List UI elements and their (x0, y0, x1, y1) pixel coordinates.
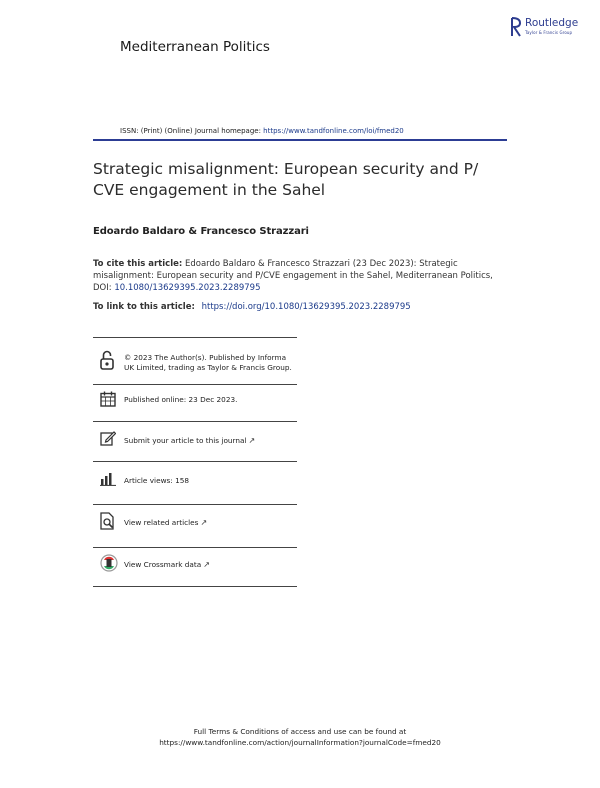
crossmark-icon (100, 554, 118, 572)
citation-label: To cite this article: (93, 259, 183, 269)
footer (0, 726, 600, 748)
published-row (93, 388, 297, 418)
journal-title: Mediterranean Politics (120, 39, 270, 55)
info-divider (93, 337, 297, 338)
info-divider (93, 421, 297, 422)
info-divider (93, 547, 297, 548)
calendar-icon (100, 391, 116, 407)
info-divider (93, 586, 297, 587)
citation-text: Edoardo Baldaro & Francesco Strazzari (23 Dec 2023): Strategic misalignment: European security and P/CVE engagement in the Sahel, Mediterranean Politics, DOI: (93, 259, 493, 293)
submit-article-link[interactable]: Submit your article to this journal (124, 436, 247, 445)
publisher-tagline: Taylor & Francis Group (525, 30, 573, 35)
copyright-text: © 2023 The Author(s). Published by Informa UK Limited, trading as Taylor & Francis Group. (124, 353, 292, 372)
routledge-logo (511, 16, 591, 40)
related-articles-link[interactable]: View related articles (124, 518, 199, 527)
external-link-icon: ↗ (200, 518, 208, 527)
external-link-icon: ↗ (248, 436, 256, 445)
citation-doi-link[interactable]: 10.1080/13629395.2023.2289795 (114, 283, 261, 293)
open-access-lock-icon (100, 350, 114, 370)
article-views: Article views: 158 (124, 476, 190, 485)
publisher-name: Routledge (525, 17, 579, 29)
published-date: Published online: 23 Dec 2023. (124, 395, 238, 404)
submit-row[interactable] (93, 429, 297, 453)
crossmark-row[interactable] (93, 553, 297, 579)
article-title: Strategic misalignment: European security and P/ CVE engagement in the Sahel (93, 160, 479, 199)
citation-block (93, 258, 513, 294)
views-row (93, 470, 297, 494)
issn-text: ISSN: (Print) (Online) Journal homepage: (120, 127, 264, 135)
info-divider (93, 504, 297, 505)
copyright-row (93, 350, 297, 384)
footer-journal-link[interactable]: https://www.tandfonline.com/action/journalInformation?journalCode=fmed20 (159, 738, 441, 747)
journal-homepage-link[interactable]: https://www.tandfonline.com/loi/fmed20 (263, 127, 404, 135)
article-link-block (93, 302, 411, 312)
related-row[interactable] (93, 512, 297, 536)
bar-chart-icon (100, 472, 116, 486)
edit-icon (100, 430, 116, 446)
crossmark-link[interactable]: View Crossmark data (124, 560, 202, 569)
article-doi-link[interactable]: https://doi.org/10.1080/13629395.2023.2289795 (201, 302, 411, 312)
info-divider (93, 461, 297, 462)
related-articles-icon (100, 512, 116, 530)
article-link-label: To link to this article: (93, 302, 195, 312)
header-divider (93, 139, 507, 141)
external-link-icon: ↗ (203, 560, 210, 569)
issn-line (120, 127, 404, 135)
info-divider (93, 384, 297, 385)
footer-terms-text: Full Terms & Conditions of access and use can be found at (193, 727, 407, 736)
article-authors: Edoardo Baldaro & Francesco Strazzari (93, 226, 309, 237)
routledge-mark-icon (511, 16, 522, 38)
